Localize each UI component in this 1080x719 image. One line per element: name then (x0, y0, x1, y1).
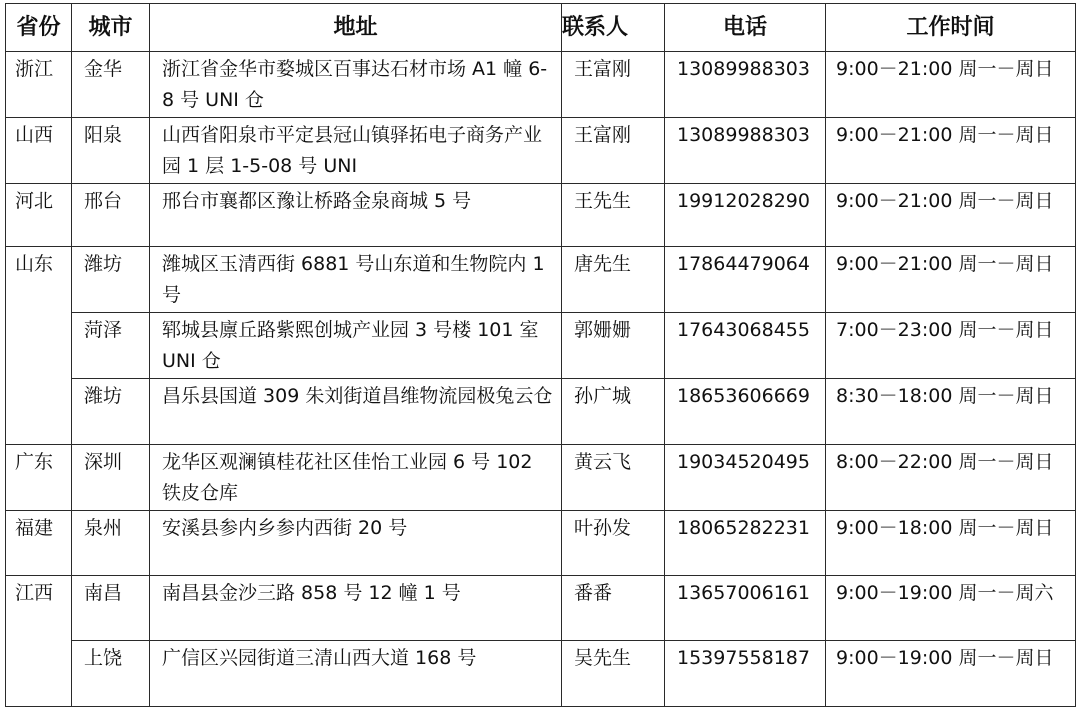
contact-cell: 孙广城 (562, 379, 665, 445)
province-cell: 江西 (6, 576, 72, 707)
contact-cell: 唐先生 (562, 247, 665, 313)
table-row (6, 313, 1076, 379)
province-cell: 山西 (6, 118, 72, 184)
phone-cell: 19034520495 (665, 445, 826, 511)
province-cell: 河北 (6, 184, 72, 247)
phone-cell: 13089988303 (665, 52, 826, 118)
table-row (6, 52, 1076, 118)
table-row (6, 641, 1076, 707)
phone-cell: 18065282231 (665, 511, 826, 576)
hours-cell: 9:00－21:00 周一－周日 (826, 52, 1076, 118)
hours-cell: 9:00－19:00 周一－周日 (826, 641, 1076, 707)
contact-cell: 叶孙发 (562, 511, 665, 576)
phone-cell: 13089988303 (665, 118, 826, 184)
city-cell: 金华 (72, 52, 150, 118)
table-row (6, 118, 1076, 184)
phone-cell: 17864479064 (665, 247, 826, 313)
city-cell: 潍坊 (72, 247, 150, 313)
phone-cell: 13657006161 (665, 576, 826, 641)
address-cell: 安溪县参内乡参内西街 20 号 (150, 511, 562, 576)
table-row (6, 511, 1076, 576)
address-cell: 邢台市襄都区豫让桥路金泉商城 5 号 (150, 184, 562, 247)
city-cell: 菏泽 (72, 313, 150, 379)
address-cell: 南昌县金沙三路 858 号 12 幢 1 号 (150, 576, 562, 641)
hours-cell: 9:00－21:00 周一－周日 (826, 247, 1076, 313)
hours-cell: 9:00－18:00 周一－周日 (826, 511, 1076, 576)
warehouse-contact-table (5, 3, 1076, 707)
city-cell: 邢台 (72, 184, 150, 247)
contact-cell: 王富刚 (562, 118, 665, 184)
contact-cell: 黄云飞 (562, 445, 665, 511)
phone-cell: 15397558187 (665, 641, 826, 707)
hours-cell: 8:30－18:00 周一－周日 (826, 379, 1076, 445)
address-cell: 昌乐县国道 309 朱刘街道昌维物流园极兔云仓 (150, 379, 562, 445)
header-city: 城市 (72, 4, 150, 52)
contact-cell: 吴先生 (562, 641, 665, 707)
table-row (6, 445, 1076, 511)
address-cell: 龙华区观澜镇桂花社区佳怡工业园 6 号 102 铁皮仓库 (150, 445, 562, 511)
province-cell: 福建 (6, 511, 72, 576)
hours-cell: 7:00－23:00 周一－周日 (826, 313, 1076, 379)
province-cell: 广东 (6, 445, 72, 511)
header-contact: 联系人 (562, 4, 665, 52)
city-cell: 上饶 (72, 641, 150, 707)
hours-cell: 9:00－19:00 周一－周六 (826, 576, 1076, 641)
address-cell: 郓城县廪丘路紫熙创城产业园 3 号楼 101 室 UNI 仓 (150, 313, 562, 379)
phone-cell: 19912028290 (665, 184, 826, 247)
table-row (6, 247, 1076, 313)
city-cell: 潍坊 (72, 379, 150, 445)
address-cell: 浙江省金华市婺城区百事达石材市场 A1 幢 6-8 号 UNI 仓 (150, 52, 562, 118)
phone-cell: 18653606669 (665, 379, 826, 445)
table-row (6, 379, 1076, 445)
table-row (6, 184, 1076, 247)
contact-cell: 王富刚 (562, 52, 665, 118)
header-hours: 工作时间 (826, 4, 1076, 52)
header-province: 省份 (6, 4, 72, 52)
address-cell: 潍城区玉清西街 6881 号山东道和生物院内 1 号 (150, 247, 562, 313)
hours-cell: 9:00－21:00 周一－周日 (826, 184, 1076, 247)
hours-cell: 8:00－22:00 周一－周日 (826, 445, 1076, 511)
province-cell: 浙江 (6, 52, 72, 118)
hours-cell: 9:00－21:00 周一－周日 (826, 118, 1076, 184)
city-cell: 南昌 (72, 576, 150, 641)
address-cell: 山西省阳泉市平定县冠山镇驿拓电子商务产业园 1 层 1-5-08 号 UNI (150, 118, 562, 184)
address-cell: 广信区兴园街道三清山西大道 168 号 (150, 641, 562, 707)
header-phone: 电话 (665, 4, 826, 52)
table-row (6, 576, 1076, 641)
contact-cell: 王先生 (562, 184, 665, 247)
city-cell: 泉州 (72, 511, 150, 576)
contact-cell: 番番 (562, 576, 665, 641)
contact-cell: 郭姗姗 (562, 313, 665, 379)
table-header (6, 4, 1076, 52)
header-address: 地址 (150, 4, 562, 52)
table-body (6, 52, 1076, 707)
phone-cell: 17643068455 (665, 313, 826, 379)
province-cell: 山东 (6, 247, 72, 445)
city-cell: 阳泉 (72, 118, 150, 184)
city-cell: 深圳 (72, 445, 150, 511)
